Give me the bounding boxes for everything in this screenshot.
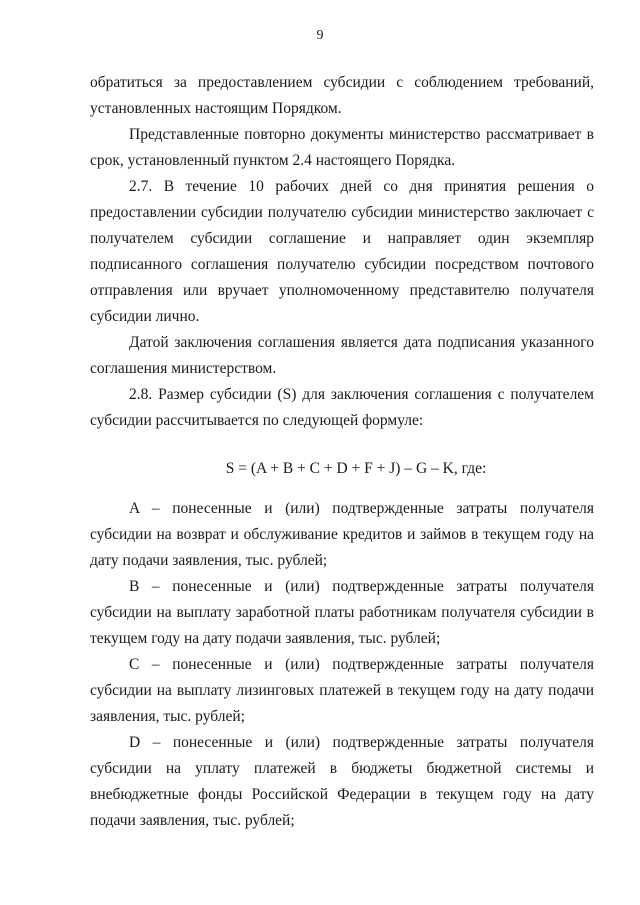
definition-c: C – понесенные и (или) подтвержденные затраты получателя субсидии на выплату лизинговых платежей в текущем году на дату подачи заявления, тыс. рублей;: [90, 656, 594, 725]
paragraph-agreement-date: Датой заключения соглашения является дата подписания указанного соглашения министерством.: [90, 334, 594, 377]
paragraph-resubmission: Представленные повторно документы министерство рассматривает в срок, установленный пунктом 2.4 настоящего Порядка.: [90, 126, 594, 169]
definition-a: A – понесенные и (или) подтвержденные затраты получателя субсидии на возврат и обслуживание кредитов и займов в текущем году на дату подачи заявления, тыс. рублей;: [90, 500, 594, 569]
paragraph-2-8: 2.8. Размер субсидии (S) для заключения соглашения с получателем субсидии рассчитывается по следующей формуле:: [90, 386, 594, 429]
document-body: [90, 70, 594, 834]
definition-d: D – понесенные и (или) подтвержденные затраты получателя субсидии на уплату платежей в бюджеты бюджетной системы и внебюджетные фонды Российской Федерации в текущем году на дату подачи заявления, тыс. рублей;: [90, 734, 594, 829]
paragraph-2-7: 2.7. В течение 10 рабочих дней со дня принятия решения о предоставлении субсидии получателю субсидии министерство заключает с получателем субсидии соглашение и направляет один экземпляр подписанного соглашения получателю субсидии посредством почтового отправления или вручает уполномоченному представителю получателя субсидии лично.: [90, 178, 594, 325]
subsidy-formula: S = (A + B + C + D + F + J) – G – K, где:: [225, 460, 487, 477]
page-number: 9: [316, 28, 324, 43]
paragraph-continuation: обратиться за предоставлением субсидии с соблюдением требований, установленных настоящим Порядком.: [90, 74, 594, 117]
definition-b: B – понесенные и (или) подтвержденные затраты получателя субсидии на выплату заработной платы работникам получателя субсидии в текущем году на дату подачи заявления, тыс. рублей;: [90, 578, 594, 647]
